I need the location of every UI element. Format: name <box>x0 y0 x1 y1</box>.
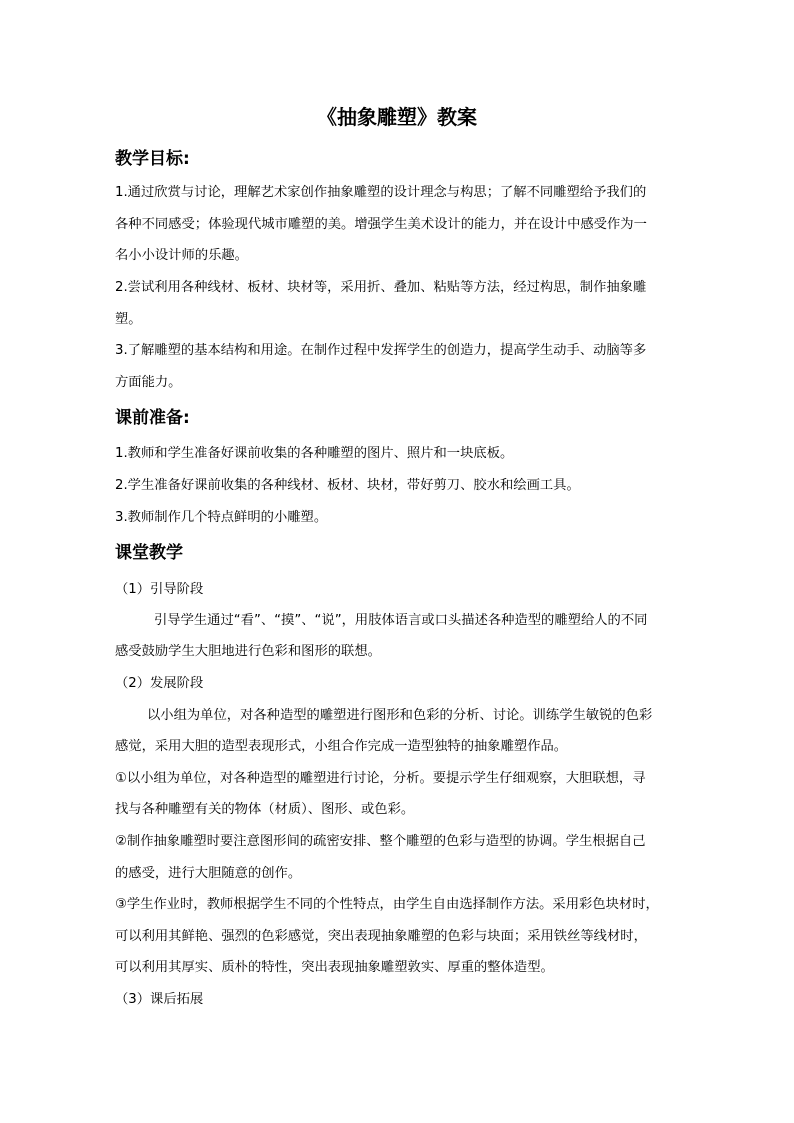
step-3-line-3: 可以利用其厚实、质朴的特性，突出表现抽象雕塑敦实、厚重的整体造型。 <box>115 960 554 975</box>
goal-1-line-2: 各种不同感受；体验现代城市雕塑的美。增强学生美术设计的能力，并在设计中感受作为一 <box>115 217 647 232</box>
prep-item-2: 2.学生准备好课前收集的各种线材、板材、块材，带好剪刀、胶水和绘画工具。 <box>115 478 580 493</box>
goal-2-line-2: 塑。 <box>115 312 142 327</box>
step-1-line-1: ①以小组为单位，对各种造型的雕塑进行讨论，分析。要提示学生仔细观察，大胆联想，寻 <box>115 771 646 786</box>
prep-item-3: 3.教师制作几个特点鲜明的小雕塑。 <box>115 510 328 525</box>
step-3-line-1: ③学生作业时，教师根据学生不同的个性特点，由学生自由选择制作方法。采用彩色块材时， <box>115 897 659 912</box>
step-1-line-2: 找与各种雕塑有关的物体（材质）、图形、或色彩。 <box>115 802 415 817</box>
stage-3-heading: （3）课后拓展 <box>115 992 204 1007</box>
section-heading-classroom: 课堂教学 <box>115 543 183 563</box>
stage-1-para-line-1: 引导学生通过“看”、“摸”、“说”，用肢体语言或口头描述各种造型的雕塑给人的不同 <box>154 613 648 628</box>
prep-item-1: 1.教师和学生准备好课前收集的各种雕塑的图片、照片和一块底板。 <box>115 446 514 461</box>
stage-1-heading: （1）引导阶段 <box>115 582 204 597</box>
section-heading-preparation: 课前准备: <box>115 408 190 428</box>
step-2-line-1: ②制作抽象雕塑时要注意图形间的疏密安排、整个雕塑的色彩与造型的协调。学生根据自己 <box>115 834 646 849</box>
stage-1-para-line-2: 感受鼓励学生大胆地进行色彩和图形的联想。 <box>115 644 381 659</box>
step-3-line-2: 可以利用其鲜艳、强烈的色彩感觉，突出表现抽象雕塑的色彩与块面；采用铁丝等线材时， <box>115 929 647 944</box>
stage-2-heading: （2）发展阶段 <box>115 676 204 691</box>
section-heading-teaching-goals: 教学目标: <box>115 149 190 169</box>
goal-3-line-1: 3.了解雕塑的基本结构和用途。在制作过程中发挥学生的创造力，提高学生动手、动脑等多 <box>115 343 647 358</box>
goal-2-line-1: 2.尝试利用各种线材、板材、块材等，采用折、叠加、粘贴等方法，经过构思，制作抽象雕 <box>115 280 647 295</box>
goal-1-line-3: 名小小设计师的乐趣。 <box>115 248 248 263</box>
stage-2-para-line-1: 以小组为单位，对各种造型的雕塑进行图形和色彩的分析、讨论。训练学生敏锐的色彩 <box>147 708 653 723</box>
goal-1-line-1: 1.通过欣赏与讨论，理解艺术家创作抽象雕塑的设计理念与构思；了解不同雕塑给予我们的 <box>115 185 647 200</box>
step-2-line-2: 的感受，进行大胆随意的创作。 <box>115 866 302 881</box>
document-title: 《抽象雕塑》教案 <box>317 105 477 129</box>
stage-2-para-line-2: 感觉，采用大胆的造型表现形式，小组合作完成一造型独特的抽象雕塑作品。 <box>115 739 568 754</box>
goal-3-line-2: 方面能力。 <box>115 375 182 390</box>
